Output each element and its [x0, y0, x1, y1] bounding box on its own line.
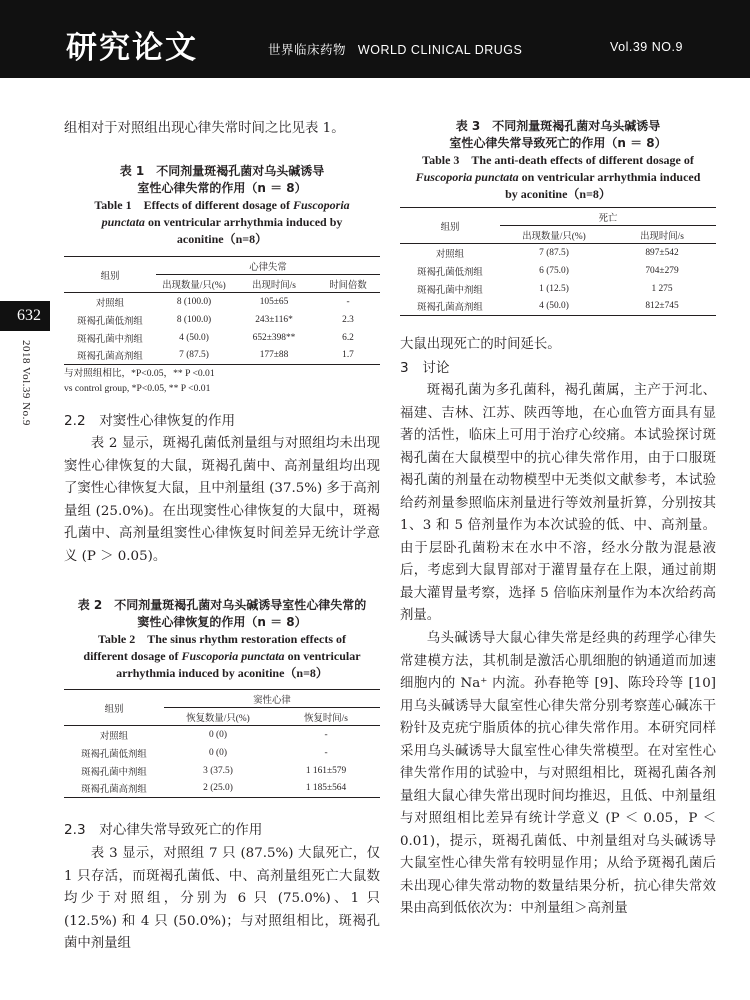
table-cell: 对照组	[99, 731, 129, 742]
section-2-3-paragraph: 表 3 显示，对照组 7 只 (87.5%) 大鼠死亡，仅 1 只存活，而斑褐孔菌低、中、高剂量组死亡大鼠数均少于对照组，分别为 6 只 (75.0%)、1 只 (12.5%) 和 4 只 (50.0%)；与对照组相比，斑褐孔菌中剂量组	[64, 846, 380, 951]
table-row	[400, 262, 716, 280]
table-cell: 6.2	[342, 332, 354, 343]
table-cell: 2.3	[342, 314, 354, 325]
table-cell: 1 275	[651, 283, 673, 294]
table2-group-header: 组别	[64, 690, 164, 726]
table-cell: 斑褐孔菌中剂组	[81, 767, 147, 778]
table-cell: 斑褐孔菌高剂组	[400, 298, 500, 316]
table-cell: 8 (100.0)	[176, 296, 212, 307]
table-cell: 对照组	[95, 298, 125, 309]
table2-caption-cn-2: 窦性心律恢复的作用（n ＝ 8）	[137, 615, 307, 629]
section-title: 研究论文	[66, 30, 198, 66]
table2-col-header: 恢复数量/只(%)	[164, 708, 272, 726]
table1-caption	[64, 163, 380, 248]
table-cell: 斑褐孔菌高剂组	[64, 347, 156, 365]
table-cell: 8 (100.0)	[176, 314, 212, 325]
table1	[64, 256, 380, 365]
table-cell: 斑褐孔菌高剂组	[64, 780, 164, 798]
table-cell: 1.7	[316, 347, 380, 365]
table-row	[64, 762, 380, 780]
table-cell: -	[346, 296, 350, 307]
table1-caption-en-2: punctata on ventricular arrhythmia induced by	[101, 215, 343, 229]
table-cell: 243±116*	[255, 314, 293, 325]
table2-caption-en-3: arrhythmia induced by aconitine（n=8）	[116, 666, 328, 680]
table3-span-header: 死亡	[500, 208, 716, 226]
table-cell: 105±65	[259, 296, 289, 307]
table3	[400, 207, 716, 316]
table3-col-header: 出现数量/只(%)	[500, 226, 608, 244]
section-2-3-heading: 2.3 对心律失常导致死亡的作用	[64, 822, 263, 838]
section-2-2-heading: 2.2 对窦性心律恢复的作用	[64, 413, 236, 429]
table-cell: 0 (0)	[209, 729, 227, 740]
table1-note-cn: 与对照组相比，*P<0.05，** P <0.01	[64, 368, 215, 379]
page-number-tab: 632	[0, 301, 50, 331]
table-cell: 斑褐孔菌中剂组	[77, 334, 143, 345]
table3-caption	[400, 118, 716, 203]
table-cell: 1 (12.5)	[539, 283, 569, 294]
table3-caption-cn-1: 表 3 不同剂量斑褐孔菌对乌头碱诱导	[455, 119, 661, 133]
table3-caption-en-1: Table 3 The anti-death effects of different dosage of	[422, 153, 694, 167]
section-2-2-paragraph: 表 2 显示，斑褐孔菌低剂量组与对照组均未出现窦性心律恢复的大鼠，斑褐孔菌中、高剂量组均出现了窦性心律恢复大鼠，且中剂量组 (37.5%) 多于高剂量组 (25.0%)。在出现窦性心律恢复的大鼠中，斑褐孔菌中、高剂量组窦性心律恢复时间差异无统计学意义 (P ＞ 0.05)。	[64, 436, 380, 564]
table-cell: 4 (50.0)	[179, 332, 209, 343]
table-cell: 7 (87.5)	[156, 347, 232, 365]
table-row	[400, 244, 716, 262]
continued-paragraph: 大鼠出现死亡的时间延长。	[400, 337, 561, 352]
table-cell: 2 (25.0)	[164, 780, 272, 798]
table-cell: 177±88	[232, 347, 316, 365]
table1-note-en: vs control group, *P<0.05, ** P <0.01	[64, 383, 211, 394]
discussion-paragraph-2: 乌头碱诱导大鼠心律失常是经典的药理学心律失常建模方法，其机制是激活心肌细胞的钠通道而加速细胞内的 Na⁺ 内流。孙春艳等 [9]、陈玲玲等 [10] 用乌头碱诱导大鼠室性心律失常分别考察莲心碱冻干粉针及克疣宁脂质体的抗心律失常作用。本研究同样采用乌头碱诱导大鼠室性心律失常模型。在对室性心律失常作用的试验中，与对照组相比，斑褐孔菌各剂量组大鼠心律失常出现时间均推迟，且低、中剂量组与对照组相比差异有统计学意义 (P ＜ 0.05，P ＜ 0.01)，提示，斑褐孔菌低、中剂量组对乌头碱诱导大鼠室性心律失常有较明显作用；从给予斑褐孔菌后未出现心律失常动物的数量结果分析，抗心律失常效果由高到低依次为：中剂量组＞高剂量	[400, 631, 716, 916]
table1-caption-cn-2: 室性心律失常的作用（n ＝ 8）	[137, 181, 307, 195]
table-cell: 3 (37.5)	[203, 765, 233, 776]
table1-caption-en-3: aconitine（n=8）	[176, 232, 268, 246]
table2-caption-en-1: Table 2 The sinus rhythm restoration effects of	[98, 632, 346, 646]
table2-caption	[64, 597, 380, 682]
table1-col-header: 出现时间/s	[232, 275, 316, 293]
table-cell: 7 (87.5)	[539, 247, 569, 258]
table-cell: 1 185±564	[272, 780, 380, 798]
table-row	[64, 311, 380, 329]
table-cell: 897±542	[645, 247, 679, 258]
table-cell: 4 (50.0)	[500, 298, 608, 316]
table-row	[64, 347, 380, 365]
table-cell: -	[324, 729, 328, 740]
table3-col-header: 出现时间/s	[608, 226, 716, 244]
table-cell: 1 161±579	[305, 765, 347, 776]
section-3-heading: 3 讨论	[400, 360, 450, 376]
table1-col-header: 出现数量/只(%)	[156, 275, 232, 293]
table-row	[64, 726, 380, 744]
intro-paragraph: 组相对于对照组出现心律失常时间之比见表 1。	[64, 121, 345, 136]
table-cell: 斑褐孔菌中剂组	[417, 285, 483, 296]
table1-notes	[64, 366, 380, 396]
table-row	[64, 293, 380, 311]
table2-col-header: 恢复时间/s	[272, 708, 380, 726]
table-cell: 6 (75.0)	[539, 265, 569, 276]
table-cell: 812±745	[608, 298, 716, 316]
table1-caption-en-1: Table 1 Effects of different dosage of Fuscoporia	[94, 198, 350, 212]
table-cell: 704±279	[645, 265, 679, 276]
table-cell: 0 (0)	[209, 747, 227, 758]
volume-issue: Vol.39 NO.9	[610, 40, 683, 54]
table-cell: 斑褐孔菌低剂组	[77, 316, 143, 327]
journal-header	[0, 0, 750, 78]
table-row	[400, 280, 716, 298]
table-cell: 652±398**	[252, 332, 296, 343]
table2-span-header: 窦性心律	[164, 690, 380, 708]
table-row	[64, 780, 380, 798]
table3-caption-en-3: by aconitine（n=8）	[505, 187, 611, 201]
table2-caption-en-2: different dosage of Fuscoporia punctata on ventricular	[83, 649, 361, 663]
table3-group-header: 组别	[400, 208, 500, 244]
table-cell: 对照组	[435, 249, 465, 260]
table1-col-header: 时间倍数	[316, 275, 380, 293]
table3-caption-cn-2: 室性心律失常导致死亡的作用（n ＝ 8）	[449, 136, 667, 150]
table-cell: 斑褐孔菌低剂组	[81, 749, 147, 760]
table-cell: 斑褐孔菌低剂组	[417, 267, 483, 278]
table-row	[64, 329, 380, 347]
table-row	[400, 298, 716, 316]
table-row	[64, 744, 380, 762]
table3-caption-en-2: Fuscoporia punctata on ventricular arrhythmia induced	[415, 170, 701, 184]
table2-caption-cn-1: 表 2 不同剂量斑褐孔菌对乌头碱诱导室性心律失常的	[77, 598, 367, 612]
table1-caption-cn-1: 表 1 不同剂量斑褐孔菌对乌头碱诱导	[119, 164, 325, 178]
side-volume-label: 2018 Vol.39 No.9	[20, 340, 32, 426]
journal-name: 世界临床药物 WORLD CLINICAL DRUGS	[268, 43, 523, 57]
discussion-paragraph-1: 斑褐孔菌为多孔菌科，褐孔菌属，主产于河北、福建、吉林、江苏、陕西等地，在心血管方面具有显著的活性，临床上可用于治疗心绞痛。本试验探讨斑褐孔菌在大鼠模型中的抗心律失常作用，由于口服斑褐孔菌的剂量在动物模型中无类似文献参考，本试验给药剂量参照临床剂量进行等效剂量折算，分别按其 1、3 和 5 倍剂量作为本次试验的低、中、高剂量。由于层卧孔菌粉末在水中不溶，经水分散为混悬液后，考虑到大鼠胃部对于灌胃量存在上限，通过前期最大灌胃量考察，选择 5 倍临床剂量作为本次给药高剂量。	[400, 383, 716, 623]
table2	[64, 689, 380, 798]
table-cell: -	[324, 747, 328, 758]
table1-span-header: 心律失常	[156, 257, 380, 275]
table1-group-header: 组别	[64, 257, 156, 293]
